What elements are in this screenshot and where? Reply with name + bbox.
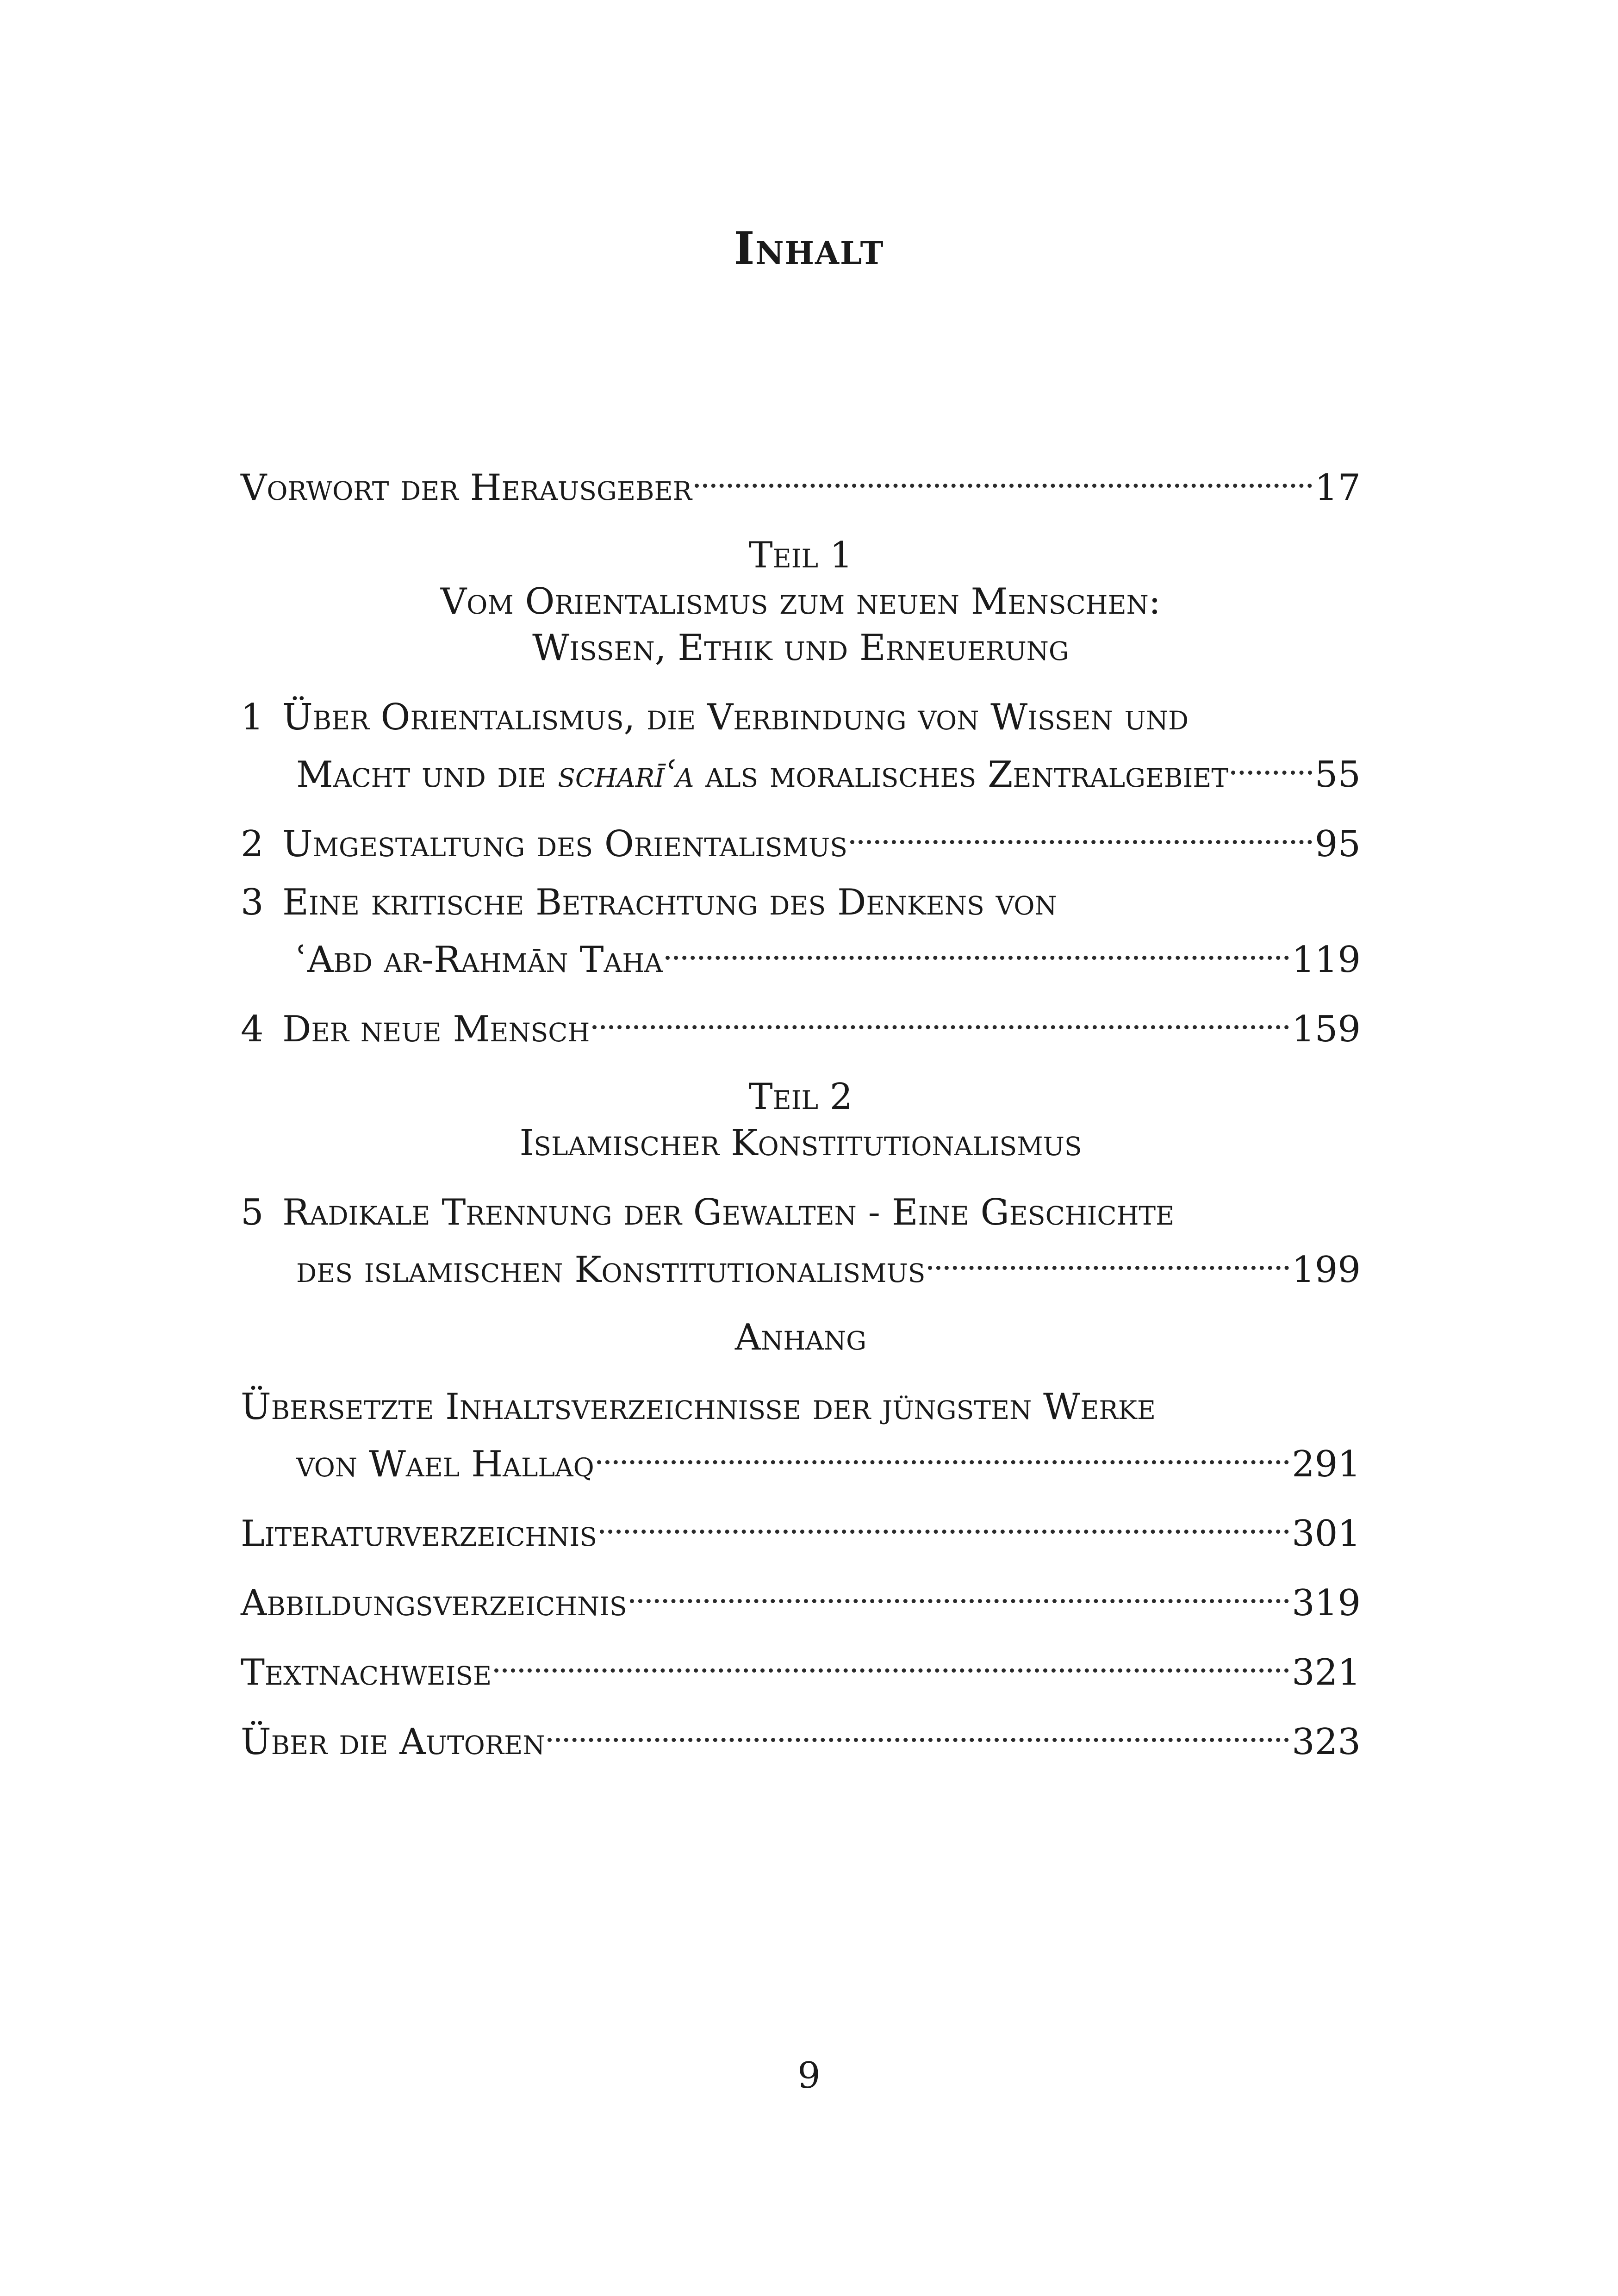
dot-leader [695, 454, 1312, 500]
toc-entry-chapter-2[interactable] [241, 810, 1361, 865]
toc-entry-label-line-2: ʿAbd ar-Rahmān Taha [296, 939, 663, 981]
toc-page-number: 301 [1292, 1513, 1361, 1555]
dot-leader [600, 1500, 1289, 1546]
page-number-footer: 9 [797, 2055, 821, 2097]
dot-leader [592, 995, 1289, 1041]
toc-entry-list-of-figures[interactable] [241, 1569, 1361, 1624]
part-2-heading: Teil 2 [748, 1076, 853, 1118]
toc-entry-label: Textnachweise [241, 1652, 492, 1693]
chapter-number: 3 [241, 882, 264, 923]
dot-leader [494, 1638, 1289, 1685]
appendix-heading-block [241, 1314, 1361, 1361]
part-2-heading-block [241, 1074, 1361, 1166]
part-1-subtitle-line-2: Wissen, Ethik und Erneuerung [532, 627, 1069, 669]
toc-entry-bibliography[interactable] [241, 1500, 1361, 1555]
toc-page-number: 319 [1292, 1582, 1361, 1624]
toc-entry-label-line-2: Macht und die scharīʿa als moralisches Zentralgebiet [296, 754, 1229, 796]
toc-entry-appendix-contents[interactable] [241, 1384, 1361, 1485]
dot-leader [850, 810, 1312, 856]
dot-leader [666, 926, 1289, 972]
toc-entry-preface[interactable] [241, 454, 1361, 509]
toc-page-number: 95 [1314, 823, 1361, 865]
chapter-number: 5 [241, 1192, 264, 1233]
dot-leader [548, 1708, 1289, 1754]
dot-leader [597, 1430, 1289, 1476]
appendix-heading: Anhang [734, 1317, 867, 1358]
toc-entry-label: Umgestaltung des Orientalismus [282, 823, 847, 865]
toc-page-number: 291 [1292, 1444, 1361, 1485]
chapter-number: 4 [241, 1008, 264, 1050]
part-1-subtitle-line-1: Vom Orientalismus zum neuen Menschen: [440, 581, 1161, 622]
chapter-number: 2 [241, 823, 264, 865]
toc-page-number: 323 [1292, 1721, 1361, 1763]
toc-entry-label-line-2: von Wael Hallaq [296, 1444, 594, 1485]
toc-entry-label-line-1: Eine kritische Betrachtung des Denkens von [282, 882, 1057, 923]
toc-entry-label-line-2: des islamischen Konstitutionalismus [296, 1249, 926, 1291]
dot-leader [1231, 740, 1312, 787]
toc-entry-text-sources[interactable] [241, 1638, 1361, 1693]
dot-leader [928, 1236, 1289, 1282]
toc-entry-label: Vorwort der Herausgeber [241, 467, 692, 509]
toc-page-number: 119 [1292, 939, 1361, 981]
toc-entry-chapter-4[interactable] [241, 995, 1361, 1050]
page-title: Inhalt [734, 222, 884, 274]
toc-entry-chapter-1[interactable] [241, 694, 1361, 796]
italic-term: scharīʿa [558, 754, 694, 796]
toc-entry-label-line-1: Radikale Trennung der Gewalten - Eine Geschichte [282, 1192, 1175, 1233]
toc-page-number: 199 [1292, 1249, 1361, 1291]
dot-leader [630, 1569, 1289, 1615]
toc-entry-chapter-3[interactable] [241, 879, 1361, 981]
toc-entry-label: Der neue Mensch [282, 1008, 590, 1050]
table-of-contents [241, 454, 1361, 1763]
toc-entry-label-line-1: Über Orientalismus, die Verbindung von Wissen und [282, 697, 1189, 738]
part-1-heading: Teil 1 [748, 535, 853, 576]
toc-page-number: 17 [1314, 467, 1361, 509]
toc-entry-label: Abbildungsverzeichnis [241, 1582, 627, 1624]
toc-page-number: 321 [1292, 1652, 1361, 1693]
chapter-number: 1 [241, 697, 264, 738]
toc-page-number: 55 [1314, 754, 1361, 796]
toc-entry-label: Über die Autoren [241, 1721, 545, 1763]
toc-page-number: 159 [1292, 1008, 1361, 1050]
toc-entry-label-line-1: Übersetzte Inhaltsverzeichnisse der jüngsten Werke [241, 1386, 1156, 1428]
toc-entry-label: Literaturverzeichnis [241, 1513, 597, 1555]
part-2-subtitle: Islamischer Konstitutionalismus [519, 1122, 1082, 1164]
toc-entry-chapter-5[interactable] [241, 1189, 1361, 1291]
toc-entry-about-authors[interactable] [241, 1708, 1361, 1763]
part-1-heading-block [241, 532, 1361, 671]
